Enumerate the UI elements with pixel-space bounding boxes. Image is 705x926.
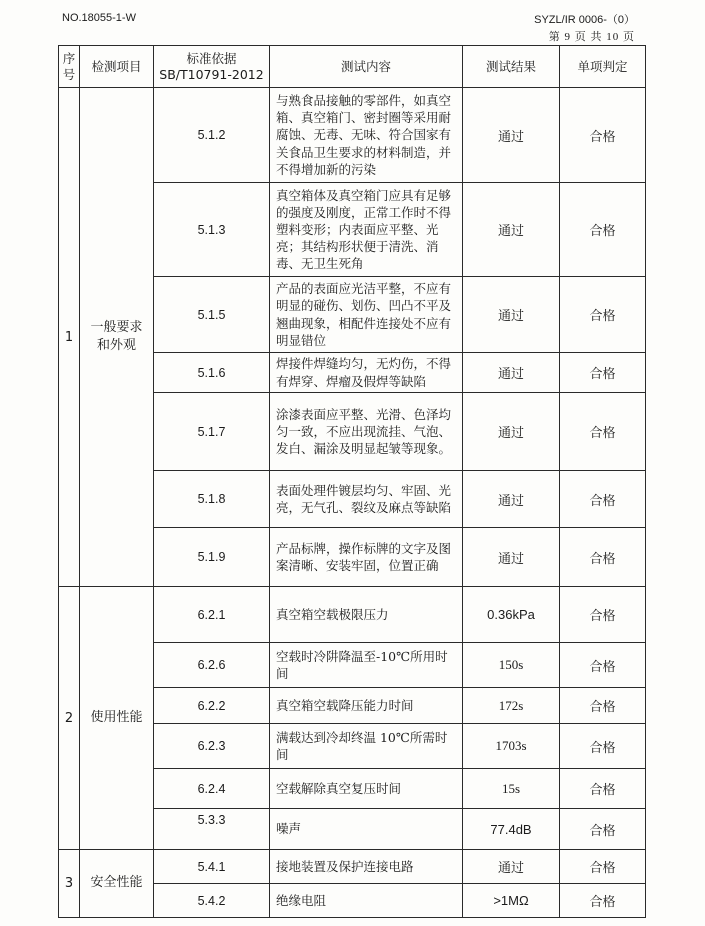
group-item: 安全性能	[80, 850, 154, 918]
group-item: 使用性能	[80, 587, 154, 850]
result-cell: 通过	[463, 528, 560, 587]
result-cell: 通过	[463, 850, 560, 884]
col-header-result: 测试结果	[463, 46, 560, 88]
group-item: 一般要求 和外观	[80, 88, 154, 587]
form-code: SYZL/IR 0006-（0）	[534, 14, 635, 26]
verdict-cell: 合格	[560, 277, 646, 353]
group-number: 3	[59, 850, 80, 918]
verdict-cell: 合格	[560, 884, 646, 918]
clause-cell: 6.2.1	[154, 587, 270, 643]
verdict-cell: 合格	[560, 688, 646, 724]
result-cell: 通过	[463, 393, 560, 471]
clause-cell: 5.1.8	[154, 471, 270, 528]
table-header-row	[59, 46, 646, 88]
content-cell: 涂漆表面应平整、光滑、色泽均匀一致，不应出现流挂、气泡、发白、漏涂及明显起皱等现象。	[270, 393, 463, 471]
verdict-cell: 合格	[560, 471, 646, 528]
content-cell: 真空箱空载极限压力	[270, 587, 463, 643]
clause-cell: 5.1.5	[154, 277, 270, 353]
clause-cell: 6.2.4	[154, 769, 270, 809]
clause-cell: 5.3.3	[154, 809, 270, 850]
clause-cell: 5.1.3	[154, 183, 270, 277]
group-number: 1	[59, 88, 80, 587]
inspection-table	[58, 45, 646, 918]
verdict-cell: 合格	[560, 88, 646, 183]
clause-cell: 6.2.6	[154, 643, 270, 688]
verdict-cell: 合格	[560, 643, 646, 688]
table-row	[59, 850, 646, 884]
verdict-cell: 合格	[560, 724, 646, 769]
content-cell: 产品标牌，操作标牌的文字及图案清晰、安装牢固，位置正确	[270, 528, 463, 587]
result-cell: 1703s	[463, 724, 560, 769]
content-cell: 空载解除真空复压时间	[270, 769, 463, 809]
clause-cell: 5.1.7	[154, 393, 270, 471]
content-cell: 满载达到冷却终温 10℃所需时间	[270, 724, 463, 769]
report-number: NO.18055-1-W	[62, 12, 136, 24]
result-cell: 77.4dB	[463, 809, 560, 850]
table-row	[59, 88, 646, 183]
result-cell: 0.36kPa	[463, 587, 560, 643]
content-cell: 表面处理件镀层均匀、牢固、光亮，无气孔、裂纹及麻点等缺陷	[270, 471, 463, 528]
verdict-cell: 合格	[560, 393, 646, 471]
content-cell: 空载时冷阱降温至-10℃所用时间	[270, 643, 463, 688]
content-cell: 真空箱体及真空箱门应具有足够的强度及刚度，正常工作时不得塑料变形；内表面应平整、光亮；其结构形状便于清洗、消毒、无卫生死角	[270, 183, 463, 277]
result-cell: 通过	[463, 353, 560, 393]
content-cell: 真空箱空载降压能力时间	[270, 688, 463, 724]
group-number: 2	[59, 587, 80, 850]
clause-cell: 6.2.3	[154, 724, 270, 769]
content-cell: 接地装置及保护连接电路	[270, 850, 463, 884]
result-cell: 通过	[463, 471, 560, 528]
verdict-cell: 合格	[560, 850, 646, 884]
content-cell: 产品的表面应光洁平整，不应有明显的碰伤、划伤、凹凸不平及翘曲现象，相配件连接处不应有明显错位	[270, 277, 463, 353]
clause-cell: 6.2.2	[154, 688, 270, 724]
clause-cell: 5.4.1	[154, 850, 270, 884]
result-cell: 15s	[463, 769, 560, 809]
content-cell: 与熟食品接触的零部件，如真空箱、真空箱门、密封圈等采用耐腐蚀、无毒、无味、符合国家有关食品卫生要求的材料制造，并不得增加新的污染	[270, 88, 463, 183]
col-header-standard: 标准依据 SB/T10791-2012	[154, 46, 270, 88]
content-cell: 绝缘电阻	[270, 884, 463, 918]
col-header-content: 测试内容	[270, 46, 463, 88]
col-header-item: 检测项目	[80, 46, 154, 88]
verdict-cell: 合格	[560, 809, 646, 850]
result-cell: >1MΩ	[463, 884, 560, 918]
col-header-no: 序 号	[59, 46, 80, 88]
col-header-verdict: 单项判定	[560, 46, 646, 88]
verdict-cell: 合格	[560, 587, 646, 643]
result-cell: 通过	[463, 183, 560, 277]
page-info: 第 9 页 共 10 页	[548, 31, 635, 43]
clause-cell: 5.1.9	[154, 528, 270, 587]
table-row	[59, 587, 646, 643]
clause-cell: 5.4.2	[154, 884, 270, 918]
result-cell: 通过	[463, 277, 560, 353]
result-cell: 150s	[463, 643, 560, 688]
result-cell: 172s	[463, 688, 560, 724]
verdict-cell: 合格	[560, 528, 646, 587]
verdict-cell: 合格	[560, 183, 646, 277]
clause-cell: 5.1.2	[154, 88, 270, 183]
content-cell: 噪声	[270, 809, 463, 850]
result-cell: 通过	[463, 88, 560, 183]
verdict-cell: 合格	[560, 769, 646, 809]
clause-cell: 5.1.6	[154, 353, 270, 393]
content-cell: 焊接件焊缝均匀，无灼伤，不得有焊穿、焊瘤及假焊等缺陷	[270, 353, 463, 393]
verdict-cell: 合格	[560, 353, 646, 393]
